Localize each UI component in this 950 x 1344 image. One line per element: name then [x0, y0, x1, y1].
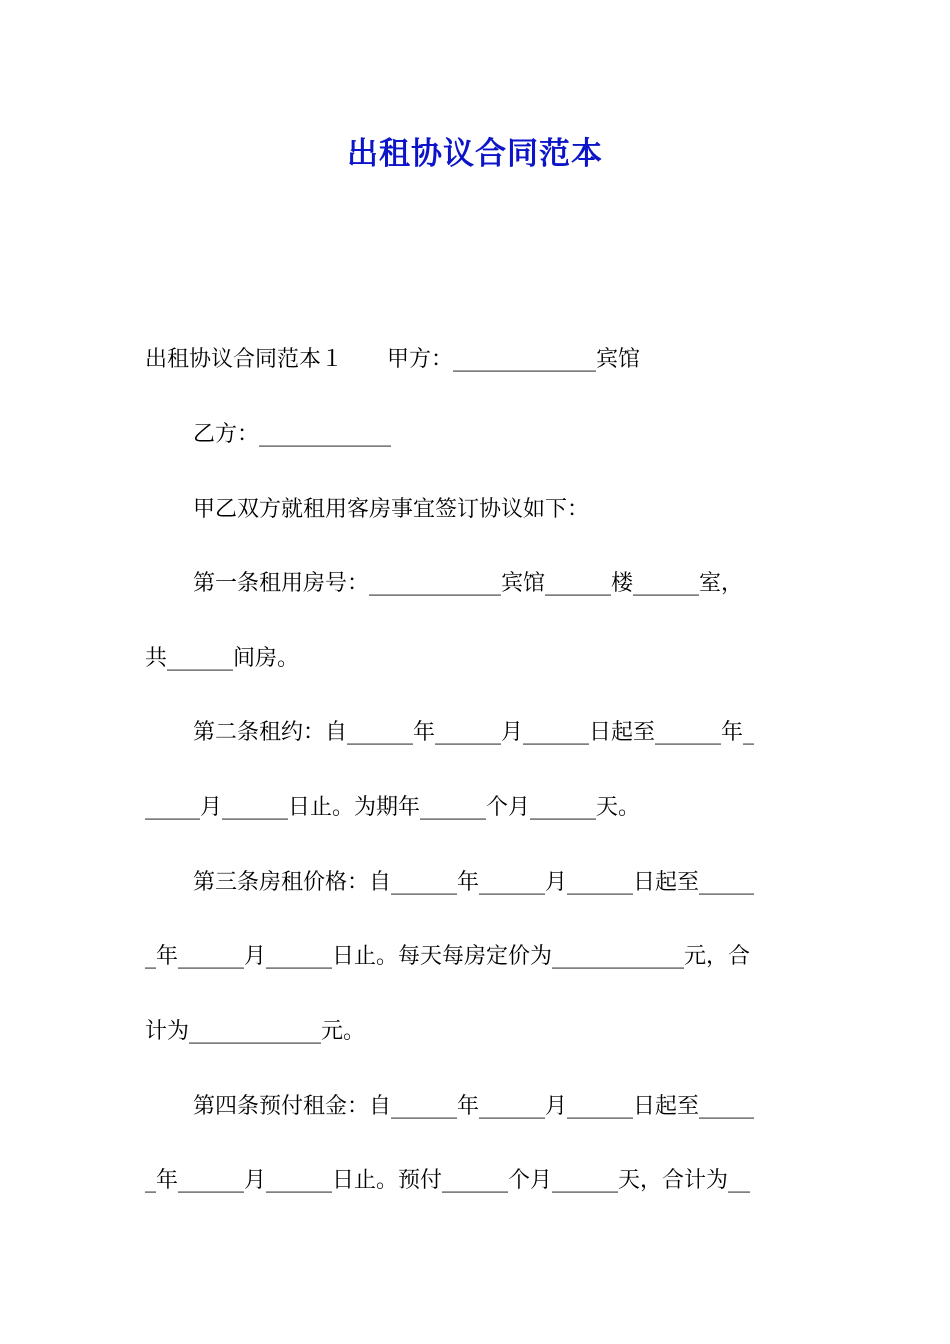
paragraph-line: 出租协议合同范本１ 甲方：_____________宾馆: [145, 347, 641, 372]
paragraph-line: 第二条租约：自______年______月______日起至______年_: [193, 720, 755, 745]
paragraph-line: _年______月______日止。预付______个月______天，合计为__: [145, 1168, 751, 1193]
paragraph-line: 乙方：____________: [193, 422, 392, 447]
paragraph-line: 第四条预付租金：自______年______月______日起至_____: [193, 1094, 755, 1119]
paragraph-line: 第一条租用房号：____________宾馆______楼______室，: [193, 571, 744, 596]
paragraph-line: 第三条房租价格：自______年______月______日起至_____: [193, 870, 755, 895]
paragraph-line: 共______间房。: [145, 646, 300, 671]
paragraph-line: _____月______日止。为期年______个月______天。: [145, 795, 641, 820]
paragraph-line: 甲乙双方就租用客房事宜签订协议如下：: [193, 497, 590, 522]
paragraph-line: 计为____________元。: [145, 1019, 366, 1044]
document-title: 出租协议合同范本: [347, 136, 603, 172]
paragraph-line: _年______月______日止。每天每房定价为____________元，合: [145, 944, 751, 969]
